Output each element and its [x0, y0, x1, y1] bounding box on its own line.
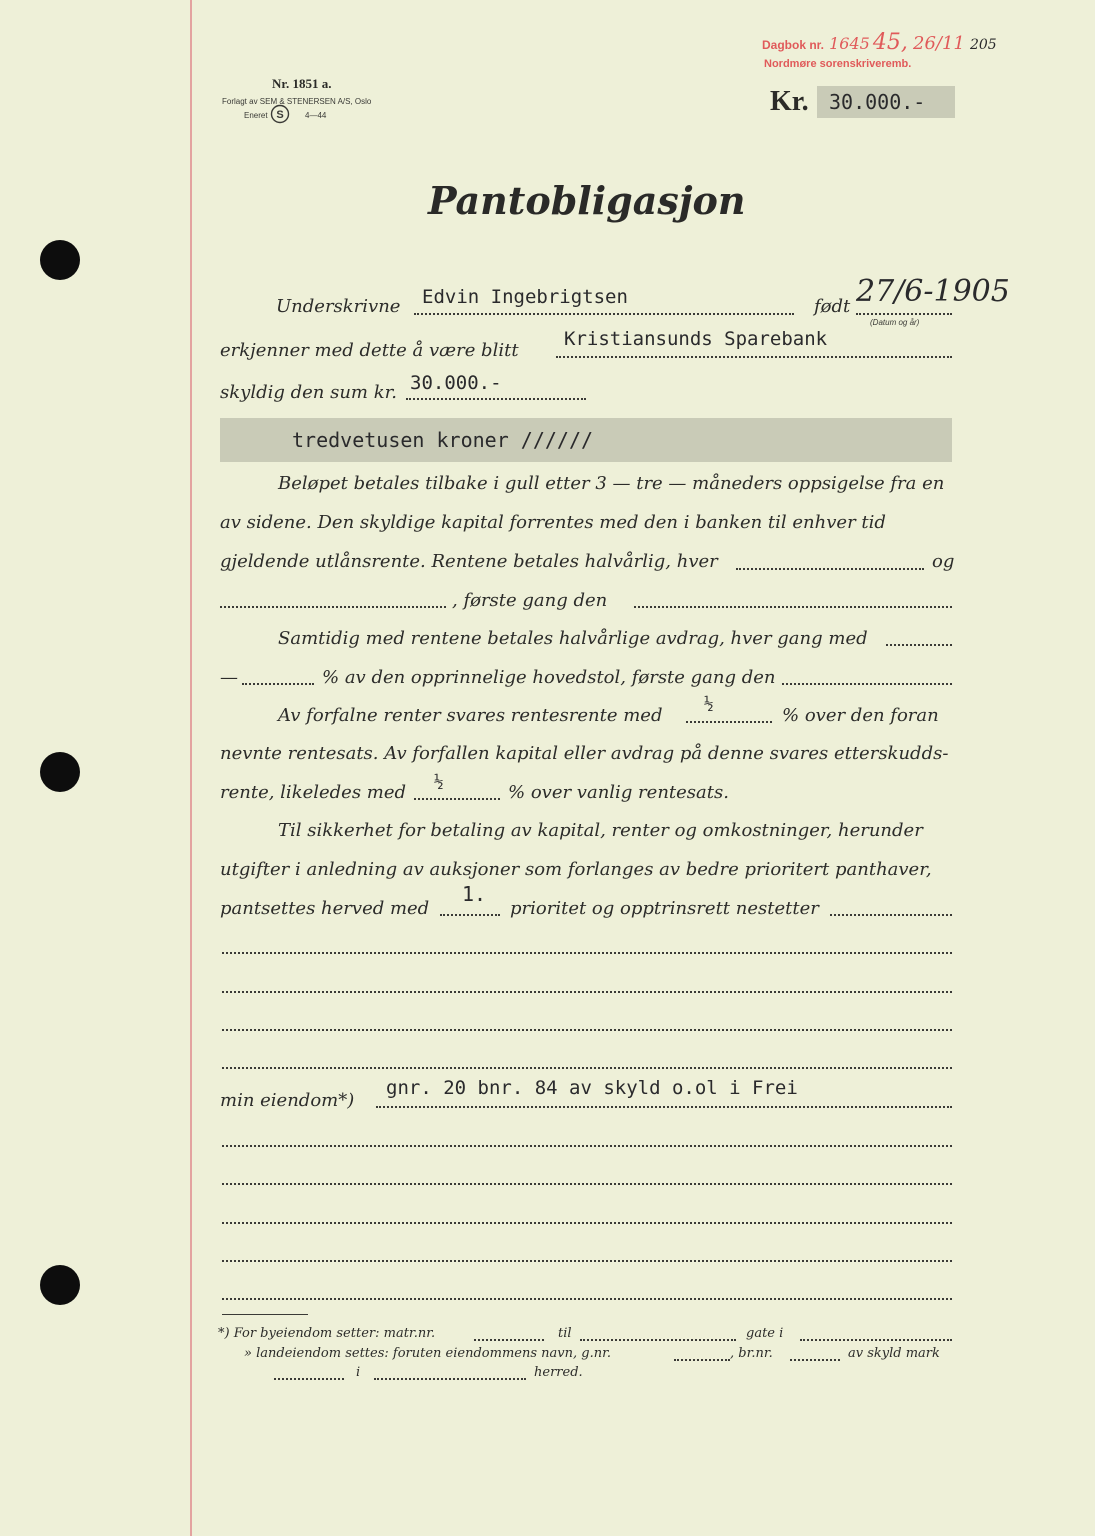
property-value: gnr. 20 bnr. 84 av skyld o.ol i Frei — [386, 1077, 798, 1099]
p2-line1-dots — [886, 644, 952, 646]
debt-label: skyldig den sum kr. — [220, 382, 397, 403]
property-blank-line — [222, 1029, 952, 1031]
stamp-label: Dagbok nr. — [762, 38, 825, 52]
p4-line3-dots — [830, 914, 952, 916]
p2-line2-dots-a — [242, 683, 314, 685]
property-line — [376, 1106, 952, 1108]
stamp-office: Nordmøre sorenskriveremb. — [764, 58, 912, 70]
footnote-dots — [274, 1378, 344, 1380]
born-line — [856, 313, 952, 315]
p4-line3-b: prioritet og opptrinsrett nestetter — [510, 898, 819, 919]
p1-line3: gjeldende utlånsrente. Rentene betales halvårlig, hver — [220, 551, 718, 572]
property-blank-line — [222, 1067, 952, 1069]
priority-fill: 1. — [462, 882, 487, 906]
p1-line1: Beløpet betales tilbake i gull etter 3 — tre — måneders oppsigelse fra en — [278, 473, 945, 494]
p2-line2-dots-b — [782, 683, 952, 685]
p3-rate-dots — [686, 721, 772, 723]
form-rights: Eneret — [244, 111, 268, 120]
punch-hole — [40, 240, 80, 280]
footnote-dots — [800, 1339, 952, 1341]
footnote-l3-a: i — [356, 1365, 361, 1380]
form-number: Nr. 1851 a. — [272, 76, 332, 91]
amount-words: tredvetusen kroner ////// — [292, 428, 594, 452]
p1-line3-dots — [736, 568, 924, 570]
capital-rate-fill: ½ — [434, 772, 444, 791]
svg-text:S: S — [276, 109, 284, 121]
p2-line2-dash: — — [220, 667, 238, 688]
footnote-l3-b: herred. — [534, 1365, 583, 1380]
p4-line1: Til sikkerhet for betaling av kapital, renter og omkostninger, herunder — [278, 820, 923, 841]
form-publisher: Forlagt av SEM & STENERSEN A/S, Oslo — [222, 97, 372, 106]
registration-stamp — [762, 30, 997, 55]
footnote-l2-c: av skyld mark — [848, 1346, 940, 1361]
property-blank-line — [222, 1145, 952, 1147]
p3-line2: nevnte rentesats. Av forfallen kapital eller avdrag på denne svares etterskudds- — [220, 743, 949, 764]
property-blank-line — [222, 1298, 952, 1300]
footnote-l1-c: gate i — [746, 1326, 784, 1341]
property-label: min eiendom*) — [220, 1090, 355, 1111]
creditor-line — [556, 356, 952, 358]
footnote-dots — [474, 1339, 544, 1341]
stamp-date: 26/11 — [913, 33, 965, 54]
property-blank-line — [222, 1260, 952, 1262]
p2-line1: Samtidig med rentene betales halvårlige avdrag, hver gang med — [278, 628, 868, 649]
amount-label: Kr. — [770, 86, 809, 117]
born-date: 27/6-1905 — [856, 274, 1010, 309]
property-blank-line — [222, 1183, 952, 1185]
stamp-dagbok-number: 1645 — [829, 34, 870, 53]
form-date-code: 4—44 — [305, 111, 327, 120]
p1-line4: , første gang den — [452, 590, 608, 611]
property-blank-line — [222, 1222, 952, 1224]
p2-line2: % av den opprinnelige hovedstol, første gang den — [322, 667, 776, 688]
red-margin-line — [190, 0, 192, 1536]
debt-amount: 30.000.- — [410, 372, 502, 394]
born-label: født — [814, 296, 851, 317]
p4-line2: utgifter i anledning av auksjoner som forlanges av bedre prioritert panthaver, — [220, 859, 932, 880]
creditor-name: Kristiansunds Sparebank — [564, 328, 828, 350]
stamp-page: 205 — [969, 37, 997, 53]
p3-line3-a: rente, likeledes med — [220, 782, 407, 803]
footnote-l2-b: , br.nr. — [730, 1346, 773, 1361]
p3-line3-b: % over vanlig rentesats. — [508, 782, 729, 803]
publisher-logo — [270, 104, 290, 124]
p3-line1-b: % over den foran — [782, 705, 939, 726]
amount-value: 30.000.- — [829, 90, 926, 114]
p1-line2: av sidene. Den skyldige kapital forrentes med den i banken til enhver tid — [220, 512, 886, 533]
debt-line — [406, 398, 586, 400]
p3-line3-dots — [414, 798, 500, 800]
footnote-dots — [674, 1359, 730, 1361]
penalty-rate-fill: ½ — [704, 694, 714, 713]
footnote-l1-b: til — [558, 1326, 572, 1341]
p1-line4-dots-b — [634, 606, 952, 608]
stamp-year: 45, — [872, 30, 908, 55]
debtor-line — [414, 313, 794, 315]
amount-box — [817, 86, 955, 118]
footnote-dots — [374, 1378, 526, 1380]
property-blank-line — [222, 952, 952, 954]
footnote-dots — [790, 1359, 840, 1361]
document-title: Pantobligasjon — [428, 178, 746, 223]
footnote-rule — [222, 1314, 308, 1315]
born-caption: (Datum og år) — [870, 318, 920, 327]
p4-priority-dots — [440, 914, 500, 916]
debtor-label: Underskrivne — [276, 296, 401, 317]
debtor-name: Edvin Ingebrigtsen — [422, 286, 628, 308]
punch-hole — [40, 1265, 80, 1305]
punch-hole — [40, 752, 80, 792]
amount-words-band — [220, 418, 952, 462]
p1-line4-dots-a — [220, 606, 446, 608]
footnote-dots — [580, 1339, 736, 1341]
property-blank-line — [222, 991, 952, 993]
footnote-l1-a: *) For byeiendom setter: matr.nr. — [218, 1326, 436, 1341]
creditor-label: erkjenner med dette å være blitt — [220, 340, 519, 361]
p1-line3-end: og — [932, 551, 955, 572]
p4-line3-a: pantsettes herved med — [220, 898, 430, 919]
footnote-l2-a: » landeiendom settes: foruten eiendommens navn, g.nr. — [244, 1346, 611, 1361]
p3-line1-a: Av forfalne renter svares rentesrente med — [278, 705, 663, 726]
